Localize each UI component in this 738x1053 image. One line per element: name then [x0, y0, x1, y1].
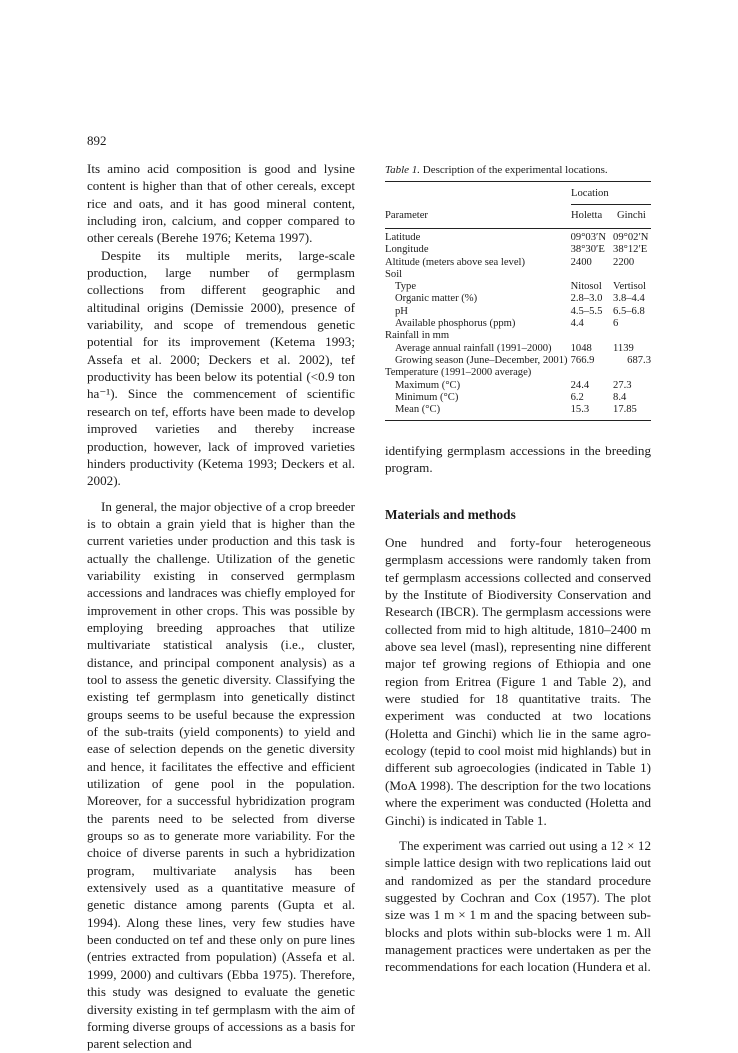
table-body: [385, 232, 651, 416]
page-number: 892: [87, 133, 107, 148]
cell-ginchi: 6: [613, 318, 619, 330]
table-row: [385, 232, 651, 244]
row-label: Available phosphorus (ppm): [395, 318, 516, 330]
table-row: [385, 281, 651, 293]
row-label: Average annual rainfall (1991–2000): [395, 342, 552, 354]
cell-ginchi: 687.3: [627, 354, 651, 366]
table-bottom-rule: [385, 420, 651, 421]
section-heading: Materials and methods: [385, 507, 516, 522]
cell-ginchi: 1139: [613, 342, 634, 354]
table-row: [385, 392, 651, 404]
row-label: Growing season (June–December, 2001): [395, 354, 568, 366]
paragraph: Its amino acid composition is good and lysine content is higher than that of other cereals, except rice and oats, and it has good mineral content, including iron, calcium, and copper compared to other cereals (Berehe 1976; Ketema 1997).: [87, 161, 355, 246]
cell-holetta: 38°30′E: [570, 244, 605, 256]
row-label: Soil: [385, 268, 403, 280]
header-location: Location: [571, 188, 609, 199]
row-label: Type: [395, 281, 417, 293]
cell-ginchi: 6.5–6.8: [613, 305, 645, 317]
table-row: [385, 367, 651, 379]
cell-holetta: [571, 269, 613, 281]
table-1: [385, 181, 651, 421]
cell-holetta: 15.3: [570, 404, 590, 416]
cell-holetta: 1048: [570, 342, 592, 354]
cell-holetta: 6.2: [570, 391, 584, 403]
right-column-body: [385, 534, 651, 976]
row-label: Mean (°C): [395, 404, 441, 416]
cell-ginchi: 2200: [613, 256, 635, 268]
table-row: [385, 380, 651, 392]
row-label: Rainfall in mm: [385, 330, 450, 342]
cell-holetta: 766.9: [570, 354, 595, 366]
row-label: Latitude: [385, 232, 421, 243]
table-row: [385, 355, 651, 367]
cell-holetta: 4.4: [570, 318, 584, 330]
table-row: [385, 244, 651, 256]
row-label: Temperature (1991–2000 average): [385, 367, 532, 379]
row-label: Altitude (meters above sea level): [385, 256, 526, 268]
cell-holetta: Nitosol: [570, 281, 602, 293]
row-label: Minimum (°C): [395, 391, 459, 403]
cell-ginchi: 38°12′E: [613, 244, 648, 256]
table-row: [385, 343, 651, 355]
header-ginchi: Ginchi: [617, 210, 646, 221]
paragraph: One hundred and forty-four heterogeneous germplasm accessions were randomly taken from tef germplasm accessions collected and conserved by the Institute of Biodiversity Conservation and Research (IBCR). The germplasm accessions were collected from mid to high altitude, 1810–2400 m above sea level (masl), representing nine different major tef growing regions of Ethiopia and one region from Eritrea (Figure 1 and Table 2), and were studied for 18 quantitative traits. The experiment was conducted at two locations (Holetta and Ginchi) which lie in the same agro-ecology (tepid to cool moist mid highlands) but in different sub agroecologies (indicated in Table 1) (MoA 1998). The description for the two locations where the experiment was conducted (Holetta and Ginchi) is indicated in Table 1.: [385, 535, 651, 828]
paragraph: In general, the major objective of a crop breeder is to obtain a grain yield that is higher than the current varieties under production and this task is actually the challenge. Utilization of the genetic variability existing in conserved germplasm accessions and landraces was chiefly employed for improvement in other crops. This was possible by employing breeding approaches that utilize multivariate statistical analysis (i.e., cluster, distance, and principal component analysis) as a tool to assess the genetic diversity. Classifying the existing tef germplasm into genetically distinct groups seems to be useful because the expression of the sub-traits (yield components) to yield and ease of selection depends on the genetic diversity and hence, it facilitates the effective and efficient utilization of gene pool in the population. Moreover, for a successful hybridization program the parents need to be selected from diverse groups so as to generate more variability. For the choice of diverse parents in such a hybridization program, multivariate analysis has been extensively used as a quantitative measure of genetic distance among parents (Gupta et al. 1994). Along these lines, very few studies have been conducted on tef and these only on pure lines (entries extracted from population) (Assefa et al. 1999, 2000) and cultivars (Ebba 1975). Therefore, this study was designed to evaluate the genetic diversity existing in tef germplasm with the aim of forming diverse groups of accessions as a basis for parent selection and: [87, 498, 355, 1052]
cell-holetta: [571, 330, 613, 342]
row-label: Organic matter (%): [395, 293, 478, 305]
table-row: [385, 293, 651, 305]
paragraph: Despite its multiple merits, large-scale production, large number of germplasm collections from different geographic and altitudinal origins (Demissie 2000), presence of variability, and scope of tremendous genetic potential for its improvement (Ketema 1993; Assefa et al. 2000; Deckers et al. 2002), tef productivity has been below its potential (<0.9 ton ha⁻¹). Since the commencement of scientific research on tef, efforts have been made to develop improved varieties and thereby increase production, however, lack of improved varieties hinders productivity (Ketema 1993; Deckers et al. 2002).: [87, 247, 355, 489]
table-header: [385, 182, 651, 228]
cell-ginchi: [613, 330, 651, 342]
cell-holetta: 24.4: [570, 379, 590, 391]
left-column: [87, 160, 355, 1053]
cell-holetta: 4.5–5.5: [570, 305, 603, 317]
table-caption-text: Description of the experimental locations.: [420, 164, 608, 176]
right-column: [385, 442, 651, 477]
paragraph: The experiment was carried out using a 12 × 12 simple lattice design with two replications laid out and randomized as per the standard procedure suggested by Cochran and Cox (1957). The plot size was 1 m × 1 m and the spacing between sub-blocks and plots within sub-blocks were 1 m. All management practices were undertaken as per the recommendations for each location (Hundera et al.: [385, 837, 651, 975]
cell-ginchi: [613, 367, 651, 379]
cell-ginchi: [613, 269, 651, 281]
header-location-rule: [571, 204, 651, 205]
table-row: [385, 318, 651, 330]
header-holetta: Holetta: [571, 210, 603, 221]
table-row: [385, 257, 651, 269]
cell-ginchi: Vertisol: [613, 281, 646, 293]
cell-holetta: 2.8–3.0: [570, 293, 603, 305]
table-row: [385, 404, 651, 416]
table-caption-label: Table 1.: [385, 164, 421, 176]
cell-holetta: 09°03′N: [570, 232, 606, 243]
header-parameter: Parameter: [385, 210, 428, 221]
cell-ginchi: 17.85: [613, 404, 637, 416]
cell-ginchi: 09°02′N: [613, 232, 649, 243]
row-label: Maximum (°C): [395, 379, 461, 391]
table-row: [385, 330, 651, 342]
cell-holetta: 2400: [570, 256, 592, 268]
table-row: [385, 269, 651, 281]
table-row: [385, 306, 651, 318]
cell-ginchi: 3.8–4.4: [613, 293, 645, 305]
paragraph: identifying germplasm accessions in the breeding program.: [385, 443, 651, 476]
cell-holetta: [571, 367, 613, 379]
row-label: Longitude: [385, 244, 429, 256]
cell-ginchi: 8.4: [613, 391, 627, 403]
row-label: pH: [395, 305, 408, 317]
table-caption: [385, 164, 608, 176]
cell-ginchi: 27.3: [613, 379, 632, 391]
